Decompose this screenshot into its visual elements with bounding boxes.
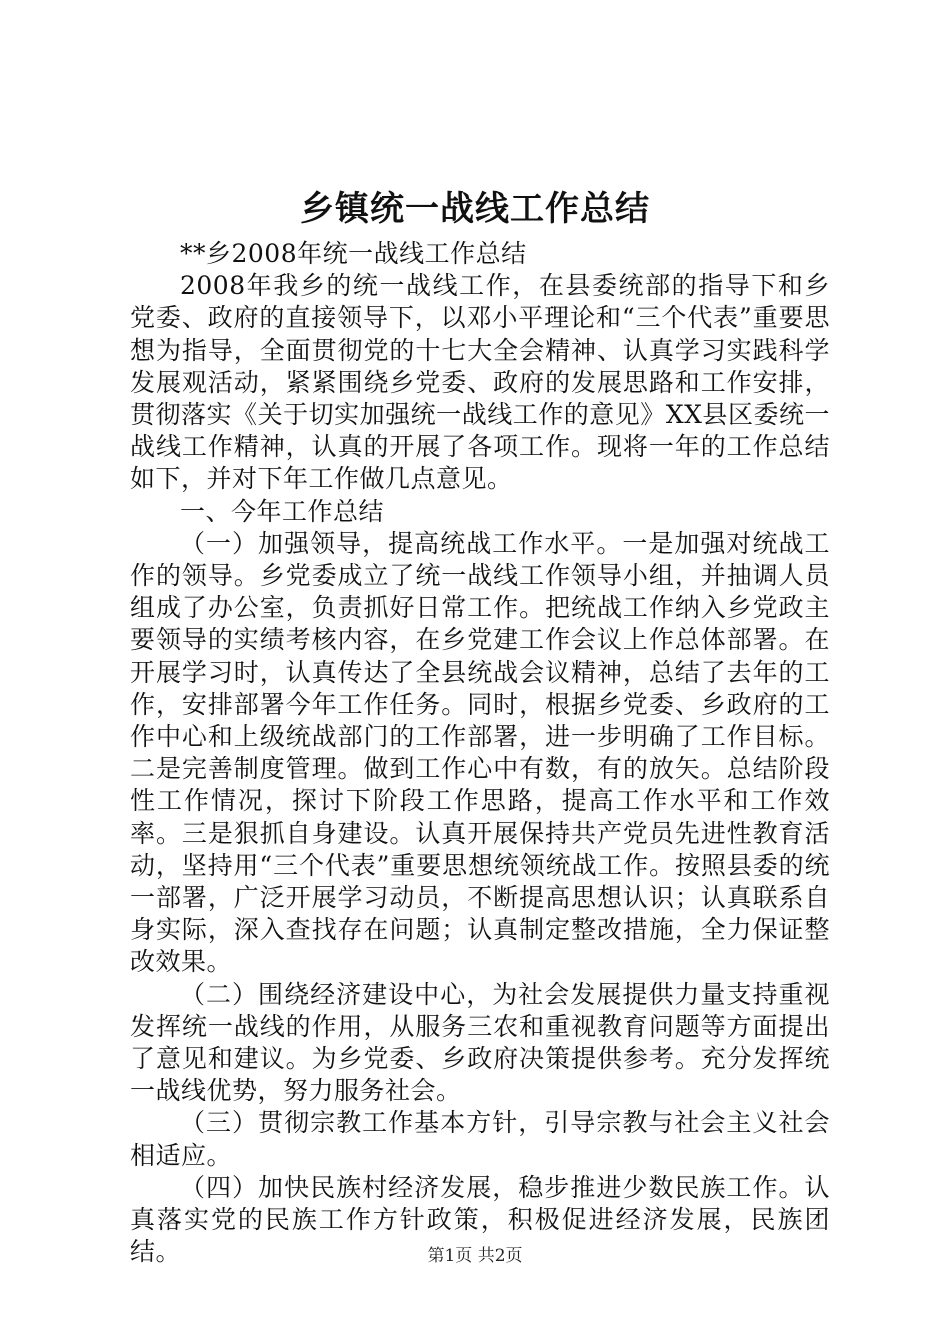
item-1-paragraph: （一）加强领导，提高统战工作水平。一是加强对统战工作的领导。乡党委成立了统一战线工作领导小组，并抽调人员组成了办公室，负责抓好日常工作。把统战工作纳入乡党政主要领导的实绩考核内容，在乡党建工作会议上作总体部署。在开展学习时，认真传达了全县统战会议精神，总结了去年的工作，安排部署今年工作任务。同时，根据乡党委、乡政府的工作中心和上级统战部门的工作部署，进一步明确了工作目标。二是完善制度管理。做到工作心中有数，有的放矢。总结阶段性工作情况，探讨下阶段工作思路，提高工作水平和工作效率。三是狠抓自身建设。认真开展保持共产党员先进性教育活动，坚持用“三个代表”重要思想统领统战工作。按照县委的统一部署，广泛开展学习动员，不断提高思想认识；认真联系自身实际，深入查找存在问题；认真制定整改措施，全力保证整改效果。 [130,528,830,977]
subtitle-paragraph: **乡2008年统一战线工作总结 [180,239,527,268]
intro-paragraph: 2008年我乡的统一战线工作，在县委统部的指导下和乡党委、政府的直接领导下，以邓小平理论和“三个代表”重要思想为指导，全面贯彻党的十七大全会精神、认真学习实践科学发展观活动，紧紧围绕乡党委、政府的发展思路和工作安排，贯彻落实《关于切实加强统一战线工作的意见》XX县区委统一战线工作精神，认真的开展了各项工作。现将一年的工作总结如下，并对下年工作做几点意见。 [130,271,830,494]
item-2-paragraph: （二）围绕经济建设中心，为社会发展提供力量支持重视发挥统一战线的作用，从服务三农和重视教育问题等方面提出了意见和建议。为乡党委、乡政府决策提供参考。充分发挥统一战线优势，努力服务社会。 [130,979,830,1106]
document-body [130,238,830,1269]
document-title: 乡镇统一战线工作总结 [300,189,650,229]
item-3-paragraph: （三）贯彻宗教工作基本方针，引导宗教与社会主义社会相适应。 [130,1108,830,1170]
section-heading: 一、今年工作总结 [180,496,385,526]
page-footer: 第1页 共2页 [427,1246,523,1266]
item-4-paragraph: （四）加快民族村经济发展，稳步推进少数民族工作。认真落实党的民族工作方针政策，积极促进经济发展，民族团结。 [130,1172,830,1267]
